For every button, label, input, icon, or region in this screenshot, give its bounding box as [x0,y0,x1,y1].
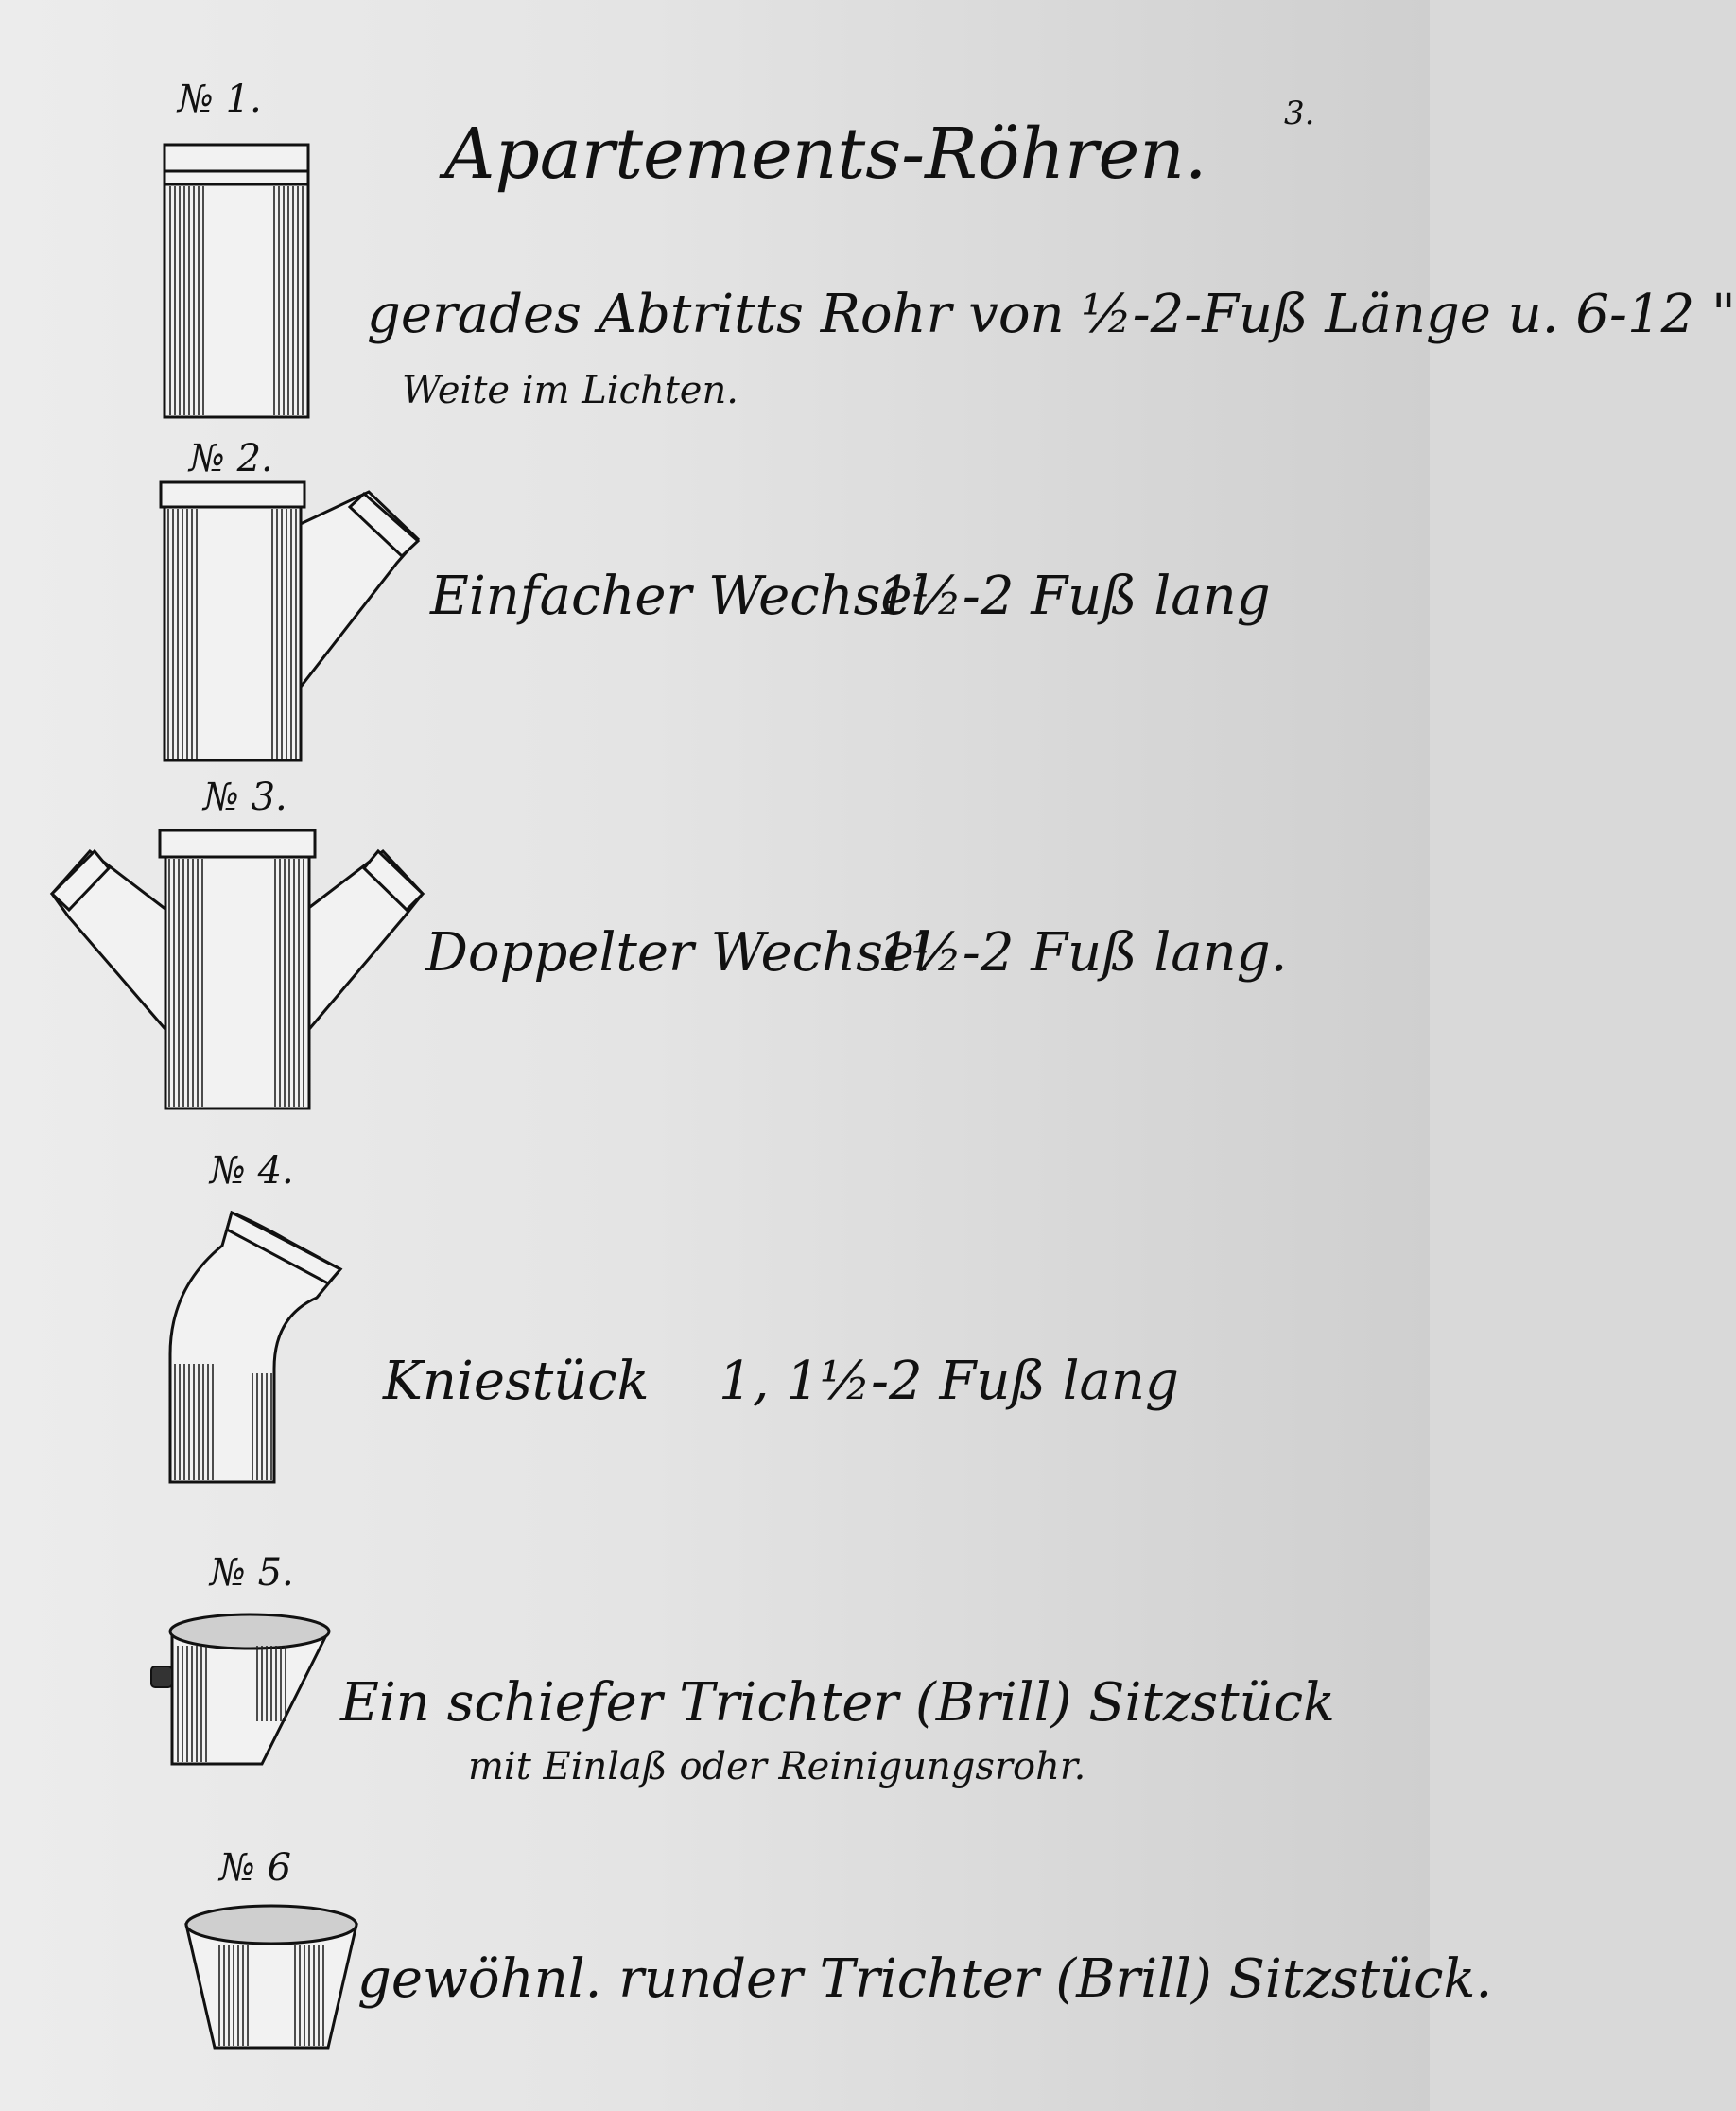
oblique-funnel-illustration [144,1608,342,1769]
item-5-number: № 5. [210,1551,294,1595]
double-branch-pipe-illustration [52,823,430,1116]
item-5-description-line-2: mit Einlaß oder Reinigungsrohr. [468,1745,1086,1788]
item-3-number: № 3. [203,776,287,819]
round-funnel-illustration [182,1896,361,2052]
single-branch-pipe-illustration [142,473,425,766]
item-1-number: № 1. [178,78,262,121]
item-4-length: 1, 1½-2 Fuß lang [719,1351,1179,1412]
item-2-number: № 2. [189,437,273,480]
page-number: 3. [1284,95,1315,132]
item-6-description: gewöhnl. runder Trichter (Brill) Sitzstück. [357,1948,1493,2010]
knee-pipe-illustration [165,1203,355,1487]
item-2-length: 1½-2 Fuß lang [877,566,1271,627]
straight-pipe-illustration [151,137,321,421]
item-1-description: gerades Abtritts Rohr von ½-2-Fuß Länge u. 6-12 " [367,284,1736,345]
item-3-length: 1½-2 Fuß lang. [877,922,1288,984]
item-1-description-line-2: Weite im Lichten. [402,369,738,412]
inlet-stub [151,1666,172,1687]
item-6-number: № 6 [219,1846,292,1890]
page-title: Apartements-Röhren. [444,113,1207,195]
item-4-number: № 4. [210,1149,294,1193]
item-4-name: Kniestück [383,1351,650,1412]
item-2-name: Einfacher Wechsel [430,566,929,627]
item-3-name: Doppelter Wechsel [425,922,931,984]
item-5-description: Ein schiefer Trichter (Brill) Sitzstück [340,1672,1336,1734]
